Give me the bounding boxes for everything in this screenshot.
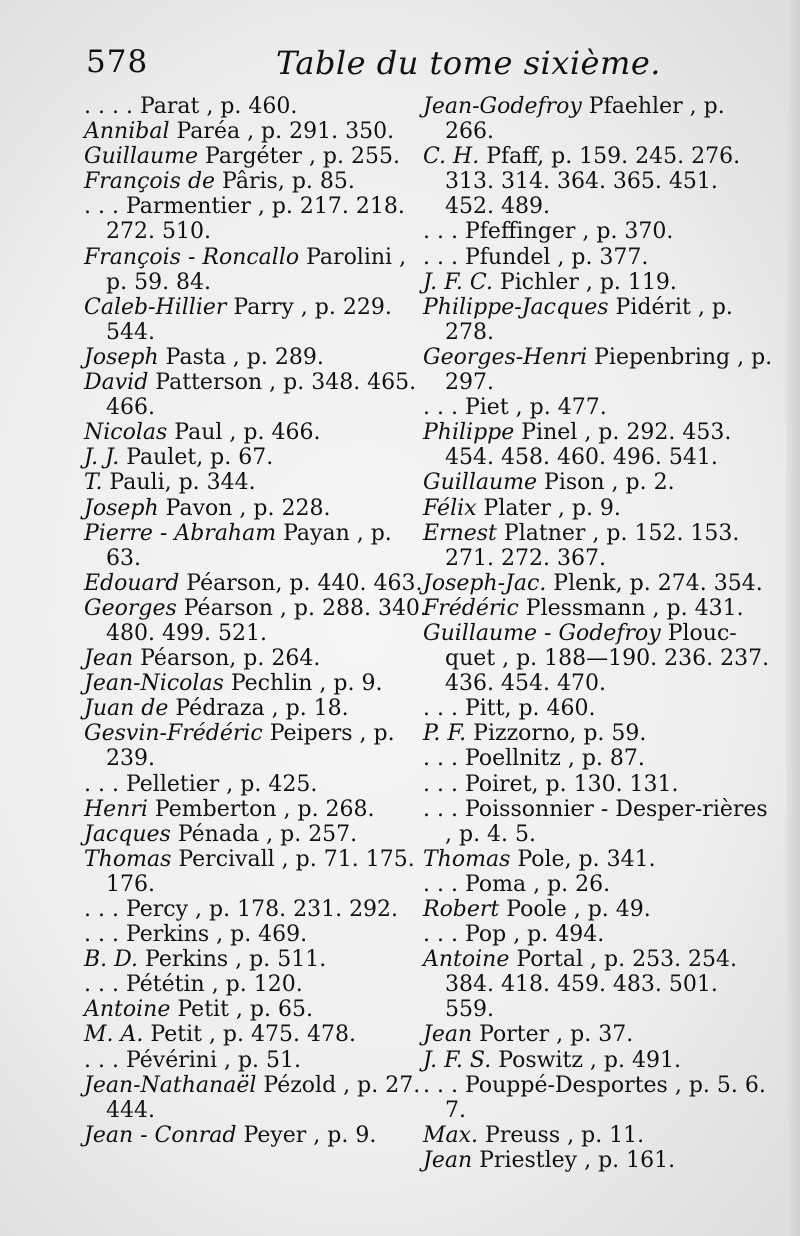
- entry-surname-pages: Pemberton , p. 268.: [147, 796, 375, 822]
- entry-surname-pages: Portal , p. 253. 254. 384. 418. 459. 483. 501. 559.: [445, 947, 738, 1023]
- index-entry: [423, 395, 773, 420]
- index-entry: [84, 169, 429, 194]
- index-entry: [84, 496, 429, 521]
- index-entry: [84, 370, 429, 420]
- entry-given-name: François - Roncallo: [84, 244, 300, 270]
- index-entry: [423, 470, 773, 495]
- index-entry: [84, 721, 429, 771]
- entry-given-name: Jacques: [84, 821, 171, 847]
- entry-surname-pages: Poswitz , p. 491.: [491, 1047, 681, 1073]
- entry-surname-pages: Poole , p. 49.: [499, 897, 651, 922]
- index-entry: [423, 1123, 773, 1148]
- entry-given-name: Jean-Nathanaël: [84, 1072, 257, 1098]
- index-entry: [84, 470, 429, 495]
- index-entry: [84, 922, 429, 947]
- entry-given-name: Frédéric: [423, 595, 519, 621]
- entry-given-name: Antoine: [84, 997, 171, 1023]
- entry-given-name: Philippe: [423, 420, 515, 446]
- entry-surname-pages: Parolini , p. 59. 84.: [106, 244, 407, 295]
- index-entry: [423, 947, 773, 1022]
- entry-given-name: Thomas: [84, 846, 172, 872]
- entry-given-name: Nicolas: [84, 420, 168, 446]
- entry-given-name: C. H.: [423, 144, 480, 170]
- entry-surname-pages: Plater , p. 9.: [476, 495, 621, 521]
- index-entry: [84, 947, 429, 972]
- entry-surname-pages: Peyer , p. 9.: [236, 1122, 377, 1148]
- entry-surname-pages: Pichler , p. 119.: [492, 269, 677, 295]
- index-entry: [84, 972, 429, 997]
- index-entry: [84, 521, 429, 571]
- entry-surname-pages: Payan , p. 63.: [106, 520, 392, 571]
- entry-surname-pages: Pfaehler , p. 266.: [445, 94, 725, 145]
- entry-surname-pages: . . . Poissonnier - Desper-rières , p. 4. 5.: [423, 796, 768, 847]
- index-entry: [84, 897, 429, 922]
- entry-surname-pages: Pasta , p. 289.: [158, 344, 324, 370]
- entry-given-name: M. A.: [84, 1022, 144, 1048]
- entry-surname-pages: Péarson , p. 288. 340. 480. 499. 521.: [106, 595, 427, 646]
- entry-surname-pages: . . . Pop , p. 494.: [423, 922, 605, 948]
- entry-given-name: Georges-Henri: [423, 344, 588, 370]
- entry-given-name: Félix: [423, 495, 477, 521]
- entry-surname-pages: Péarson, p. 264.: [133, 646, 321, 672]
- index-column-left: [84, 94, 429, 1148]
- entry-surname-pages: . . . Poiret, p. 130. 131.: [423, 771, 679, 797]
- entry-surname-pages: Péarson, p. 440. 463.: [179, 570, 423, 596]
- entry-surname-pages: . . . Pouppé-Desportes , p. 5. 6. 7.: [423, 1072, 766, 1123]
- index-entry: [423, 1048, 773, 1073]
- entry-surname-pages: Plessmann , p. 431.: [518, 595, 744, 621]
- entry-given-name: P. F.: [423, 721, 467, 747]
- entry-surname-pages: Porter , p. 37.: [472, 1022, 634, 1048]
- entry-surname-pages: Pechlin , p. 9.: [223, 671, 383, 697]
- index-entry: [84, 94, 429, 119]
- entry-surname-pages: Pole, p. 341.: [510, 846, 656, 872]
- entry-surname-pages: . . . Pelletier , p. 425.: [84, 771, 318, 797]
- entry-given-name: Juan de: [84, 696, 169, 722]
- entry-surname-pages: . . . Piet , p. 477.: [423, 395, 607, 421]
- entry-surname-pages: Platner , p. 152. 153. 271. 272. 367.: [445, 520, 740, 571]
- entry-given-name: T.: [84, 470, 103, 496]
- entry-surname-pages: Piepenbring , p. 297.: [445, 344, 773, 396]
- entry-given-name: Philippe-Jacques: [423, 294, 609, 320]
- index-entry: [84, 772, 429, 797]
- index-entry: [423, 245, 773, 270]
- entry-surname-pages: . . . Percy , p. 178. 231. 292.: [84, 897, 399, 922]
- index-entry: [84, 997, 429, 1022]
- entry-given-name: Jean: [423, 1022, 473, 1048]
- entry-given-name: J. F. S.: [423, 1047, 492, 1073]
- index-entry: [84, 822, 429, 847]
- entry-surname-pages: Pfaff, p. 159. 245. 276. 313. 314. 364. 365. 451. 452. 489.: [445, 144, 741, 220]
- entry-surname-pages: Pison , p. 2.: [537, 470, 675, 496]
- index-entry: [84, 797, 429, 822]
- index-entry: [423, 772, 773, 797]
- index-entry: [84, 295, 429, 345]
- index-entry: [84, 847, 429, 897]
- index-entry: [423, 847, 773, 872]
- entry-given-name: Joseph: [84, 495, 159, 521]
- index-entry: [423, 270, 773, 295]
- entry-surname-pages: Peipers , p. 239.: [106, 721, 395, 772]
- index-entry: [84, 345, 429, 370]
- entry-surname-pages: Pizzorno, p. 59.: [466, 721, 647, 747]
- entry-given-name: Thomas: [423, 846, 511, 872]
- entry-surname-pages: . . . Pfundel , p. 377.: [423, 244, 649, 270]
- index-entry: [423, 721, 773, 746]
- index-entry: [423, 696, 773, 721]
- entry-surname-pages: Petit , p. 475. 478.: [143, 1022, 356, 1048]
- entry-given-name: J. J.: [84, 445, 120, 471]
- entry-surname-pages: Pauli, p. 344.: [102, 470, 256, 496]
- entry-given-name: Joseph: [84, 344, 159, 370]
- entry-surname-pages: Pinel , p. 292. 453. 454. 458. 460. 496. 541.: [445, 420, 732, 471]
- entry-given-name: Annibal: [84, 119, 170, 145]
- entry-given-name: Jean-Godefroy: [423, 94, 582, 119]
- index-entry: [84, 144, 429, 169]
- running-title: Table du tome sixième.: [276, 44, 661, 82]
- entry-surname-pages: Petit , p. 65.: [170, 997, 313, 1023]
- entry-given-name: Max.: [423, 1122, 479, 1148]
- page-header: [86, 44, 776, 94]
- index-entry: [84, 1048, 429, 1073]
- index-entry: [423, 496, 773, 521]
- index-entry: [423, 1073, 773, 1123]
- entry-given-name: J. F. C.: [423, 269, 493, 295]
- entry-given-name: Caleb-Hillier: [84, 294, 227, 320]
- index-entry: [423, 420, 773, 470]
- index-entry: [423, 621, 773, 696]
- index-entry: [84, 696, 429, 721]
- entry-surname-pages: Patterson , p. 348. 465. 466.: [106, 370, 417, 421]
- index-entry: [423, 797, 773, 847]
- index-entry: [84, 571, 429, 596]
- index-entry: [84, 671, 429, 696]
- entry-surname-pages: . . . Poma , p. 26.: [423, 871, 611, 897]
- entry-surname-pages: Perkins , p. 511.: [138, 947, 327, 973]
- index-entry: [423, 872, 773, 897]
- entry-surname-pages: Pézold , p. 27. 444.: [106, 1072, 421, 1123]
- entry-given-name: François de: [84, 169, 216, 195]
- entry-surname-pages: Pavon , p. 228.: [158, 495, 331, 521]
- entry-surname-pages: . . . Perkins , p. 469.: [84, 922, 308, 948]
- index-entry: [84, 245, 429, 295]
- entry-surname-pages: Parry , p. 229. 544.: [106, 294, 392, 345]
- index-entry: [423, 521, 773, 571]
- index-entry: [423, 571, 773, 596]
- entry-surname-pages: Plenk, p. 274. 354.: [546, 570, 763, 596]
- index-entry: [423, 144, 773, 219]
- index-column-right: [423, 94, 773, 1173]
- index-entry: [84, 596, 429, 646]
- entry-given-name: Ernest: [423, 520, 497, 546]
- entry-surname-pages: Plouc-quet , p. 188—190. 236. 237. 436. 454. 470.: [445, 620, 770, 697]
- entry-given-name: Pierre - Abraham: [84, 520, 277, 546]
- entry-given-name: David: [84, 370, 149, 396]
- page-number: 578: [86, 44, 149, 80]
- entry-surname-pages: . . . Pététin , p. 120.: [84, 972, 303, 998]
- entry-surname-pages: Pidérit , p. 278.: [445, 294, 733, 345]
- entry-given-name: Guillaume - Godefroy: [423, 620, 661, 646]
- entry-surname-pages: . . . . Parat , p. 460.: [84, 94, 298, 119]
- index-entry: [423, 345, 773, 395]
- entry-given-name: Jean: [423, 1147, 473, 1173]
- index-entry: [84, 420, 429, 445]
- entry-surname-pages: Priestley , p. 161.: [472, 1147, 676, 1173]
- entry-surname-pages: Paul , p. 466.: [167, 420, 321, 446]
- entry-surname-pages: . . . Pévérini , p. 51.: [84, 1047, 302, 1073]
- index-entry: [423, 94, 773, 144]
- index-entry: [423, 922, 773, 947]
- entry-surname-pages: Preuss , p. 11.: [478, 1122, 645, 1148]
- entry-surname-pages: Pédraza , p. 18.: [168, 696, 349, 722]
- entry-given-name: Joseph-Jac.: [423, 570, 547, 596]
- entry-given-name: Jean: [84, 646, 134, 672]
- entry-given-name: Jean - Conrad: [84, 1122, 237, 1148]
- entry-given-name: Guillaume: [423, 470, 538, 496]
- entry-given-name: Guillaume: [84, 144, 199, 170]
- index-entry: [84, 119, 429, 144]
- entry-given-name: Georges: [84, 595, 177, 621]
- index-entry: [84, 1022, 429, 1047]
- entry-given-name: Antoine: [423, 947, 510, 973]
- entry-given-name: Gesvin-Frédéric: [84, 721, 263, 747]
- entry-surname-pages: Pâris, p. 85.: [215, 169, 355, 195]
- entry-surname-pages: Pénada , p. 257.: [170, 821, 358, 847]
- entry-given-name: Robert: [423, 897, 500, 922]
- index-entry: [423, 596, 773, 621]
- index-entry: [423, 897, 773, 922]
- index-entry: [423, 295, 773, 345]
- entry-surname-pages: Paulet, p. 67.: [119, 445, 274, 471]
- entry-surname-pages: . . . Parmentier , p. 217. 218. 272. 510.: [84, 194, 405, 245]
- index-entry: [423, 1022, 773, 1047]
- index-entry: [84, 646, 429, 671]
- index-entry: [423, 746, 773, 771]
- entry-given-name: B. D.: [84, 947, 139, 973]
- entry-surname-pages: . . . Pitt, p. 460.: [423, 696, 596, 722]
- index-entry: [84, 194, 429, 244]
- entry-given-name: Edouard: [84, 570, 180, 596]
- index-entry: [423, 219, 773, 244]
- index-entry: [84, 1073, 429, 1123]
- entry-given-name: Jean-Nicolas: [84, 671, 224, 697]
- index-entry: [423, 1148, 773, 1173]
- page-edge-shadow: [786, 0, 800, 1236]
- entry-surname-pages: Paréa , p. 291. 350.: [169, 119, 395, 145]
- entry-surname-pages: . . . Poellnitz , p. 87.: [423, 746, 645, 772]
- index-entry: [84, 1123, 429, 1148]
- index-entry: [84, 445, 429, 470]
- entry-surname-pages: Pargéter , p. 255.: [198, 144, 400, 170]
- entry-given-name: Henri: [84, 796, 148, 822]
- entry-surname-pages: Percivall , p. 71. 175. 176.: [106, 846, 415, 897]
- entry-surname-pages: . . . Pfeffinger , p. 370.: [423, 219, 674, 245]
